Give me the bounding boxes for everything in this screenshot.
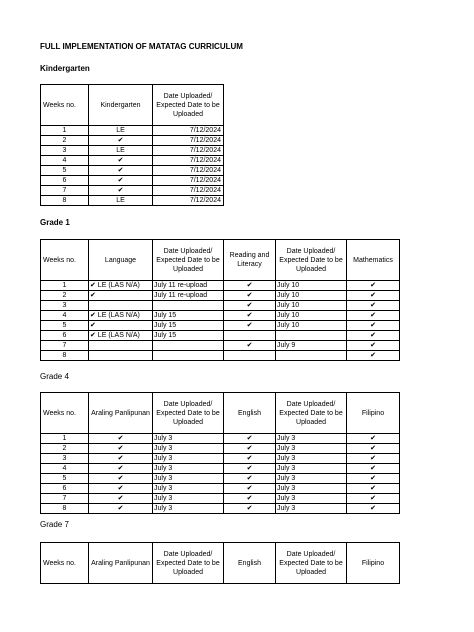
table-header-row: [41, 85, 224, 126]
table-cell: ✔: [224, 301, 276, 311]
week-number-cell: 7: [41, 341, 89, 351]
header-araling-panlipunan: Araling Panlipunan: [89, 393, 153, 434]
table-cell: ✔: [224, 291, 276, 301]
table-cell: ✔: [89, 504, 153, 514]
table-cell: ✔: [89, 291, 153, 301]
table-cell: ✔: [224, 504, 276, 514]
table-cell: ✔: [89, 464, 153, 474]
table-row: [41, 196, 224, 206]
table-cell: ✔: [89, 484, 153, 494]
table-cell: 7/12/2024: [153, 156, 224, 166]
grade4-table: [40, 392, 400, 514]
table-cell: ✔ LE (LAS N/A): [89, 331, 153, 341]
table-cell: ✔: [347, 454, 400, 464]
table-row: [41, 186, 224, 196]
header-date-uploaded-2: Date Uploaded/ Expected Date to be Uploaded: [276, 543, 347, 584]
table-cell: 7/12/2024: [153, 126, 224, 136]
table-cell: ✔: [89, 434, 153, 444]
week-number-cell: 8: [41, 196, 89, 206]
table-cell: ✔: [224, 311, 276, 321]
grade7-table: [40, 542, 400, 584]
table-cell: ✔: [347, 464, 400, 474]
table-cell: July 3: [153, 494, 224, 504]
table-cell: ✔: [347, 504, 400, 514]
table-cell: [89, 341, 153, 351]
document-title: FULL IMPLEMENTATION OF MATATAG CURRICULUM: [40, 42, 243, 51]
table-row: [41, 444, 400, 454]
table-row: [41, 281, 400, 291]
week-number-cell: 8: [41, 504, 89, 514]
table-row: [41, 341, 400, 351]
header-language: Language: [89, 240, 153, 281]
week-number-cell: 6: [41, 176, 89, 186]
table-cell: July 10: [276, 311, 347, 321]
table-header-row: [41, 240, 400, 281]
table-cell: July 3: [153, 454, 224, 464]
table-cell: July 10: [276, 281, 347, 291]
week-number-cell: 7: [41, 494, 89, 504]
week-number-cell: 3: [41, 146, 89, 156]
table-cell: [224, 331, 276, 341]
grade4-heading: Grade 4: [40, 372, 69, 381]
table-cell: 7/12/2024: [153, 166, 224, 176]
header-date-uploaded: Date Uploaded/ Expected Date to be Uploaded: [153, 240, 224, 281]
table-cell: ✔: [347, 494, 400, 504]
table-cell: ✔: [347, 321, 400, 331]
header-english: English: [224, 393, 276, 434]
week-number-cell: 2: [41, 444, 89, 454]
table-cell: ✔: [224, 434, 276, 444]
table-cell: ✔: [347, 434, 400, 444]
table-cell: ✔: [224, 464, 276, 474]
table-cell: July 3: [276, 444, 347, 454]
table-cell: July 15: [153, 311, 224, 321]
table-row: [41, 351, 400, 361]
header-filipino: Filipino: [347, 393, 400, 434]
table-cell: [224, 351, 276, 361]
table-cell: July 3: [153, 504, 224, 514]
week-number-cell: 2: [41, 291, 89, 301]
table-cell: [153, 341, 224, 351]
table-row: [41, 454, 400, 464]
table-cell: July 3: [153, 444, 224, 454]
grade1-table: [40, 239, 400, 361]
header-kindergarten: Kindergarten: [89, 85, 153, 126]
week-number-cell: 1: [41, 281, 89, 291]
table-cell: July 15: [153, 331, 224, 341]
week-number-cell: 2: [41, 136, 89, 146]
header-weeks: Weeks no.: [41, 543, 89, 584]
table-cell: ✔ LE (LAS N/A): [89, 281, 153, 291]
table-header-row: [41, 393, 400, 434]
week-number-cell: 4: [41, 464, 89, 474]
week-number-cell: 8: [41, 351, 89, 361]
table-cell: LE: [89, 196, 153, 206]
week-number-cell: 4: [41, 156, 89, 166]
table-cell: ✔: [224, 341, 276, 351]
table-cell: July 9: [276, 341, 347, 351]
table-cell: ✔: [89, 444, 153, 454]
week-number-cell: 6: [41, 331, 89, 341]
header-weeks: Weeks no.: [41, 240, 89, 281]
table-row: [41, 484, 400, 494]
header-weeks: Weeks no.: [41, 393, 89, 434]
table-cell: July 3: [153, 434, 224, 444]
table-cell: ✔: [347, 301, 400, 311]
week-number-cell: 5: [41, 321, 89, 331]
week-number-cell: 3: [41, 301, 89, 311]
table-row: [41, 136, 224, 146]
table-cell: [89, 351, 153, 361]
table-cell: July 3: [153, 484, 224, 494]
table-row: [41, 166, 224, 176]
table-cell: 7/12/2024: [153, 186, 224, 196]
table-cell: ✔: [224, 474, 276, 484]
header-date-uploaded: Date Uploaded/ Expected Date to be Uploaded: [153, 393, 224, 434]
table-cell: ✔: [347, 484, 400, 494]
week-number-cell: 3: [41, 454, 89, 464]
table-cell: July 10: [276, 291, 347, 301]
week-number-cell: 5: [41, 166, 89, 176]
table-cell: ✔: [224, 281, 276, 291]
table-cell: ✔: [347, 331, 400, 341]
table-row: [41, 176, 224, 186]
table-cell: [89, 301, 153, 311]
table-cell: ✔: [89, 474, 153, 484]
week-number-cell: 7: [41, 186, 89, 196]
table-cell: 7/12/2024: [153, 146, 224, 156]
table-cell: July 3: [276, 434, 347, 444]
table-cell: July 3: [276, 474, 347, 484]
header-reading-literacy: Reading and Literacy: [224, 240, 276, 281]
table-row: [41, 504, 400, 514]
table-cell: ✔: [89, 176, 153, 186]
table-cell: ✔: [347, 281, 400, 291]
table-cell: [153, 351, 224, 361]
table-cell: July 15: [153, 321, 224, 331]
table-cell: ✔: [224, 454, 276, 464]
table-cell: July 3: [276, 464, 347, 474]
table-cell: LE: [89, 126, 153, 136]
table-row: [41, 321, 400, 331]
table-cell: July 3: [276, 504, 347, 514]
table-row: [41, 146, 224, 156]
table-cell: July 10: [276, 321, 347, 331]
week-number-cell: 1: [41, 126, 89, 136]
table-cell: July 3: [276, 484, 347, 494]
table-cell: 7/12/2024: [153, 136, 224, 146]
table-cell: [153, 301, 224, 311]
week-number-cell: 6: [41, 484, 89, 494]
header-english: English: [224, 543, 276, 584]
table-cell: ✔: [89, 136, 153, 146]
table-cell: July 11 re-upload: [153, 291, 224, 301]
table-row: [41, 331, 400, 341]
table-row: [41, 494, 400, 504]
header-mathematics: Mathematics: [347, 240, 400, 281]
table-row: [41, 311, 400, 321]
header-date-uploaded: Date Uploaded/ Expected Date to be Uploaded: [153, 85, 224, 126]
table-cell: July 10: [276, 301, 347, 311]
table-cell: ✔: [347, 444, 400, 454]
header-araling-panlipunan: Araling Panlipunan: [89, 543, 153, 584]
table-cell: ✔: [347, 351, 400, 361]
table-cell: ✔: [89, 494, 153, 504]
table-cell: ✔ LE (LAS N/A): [89, 311, 153, 321]
week-number-cell: 4: [41, 311, 89, 321]
grade7-heading: Grade 7: [40, 520, 69, 529]
header-date-uploaded: Date Uploaded/ Expected Date to be Uploaded: [153, 543, 224, 584]
header-date-uploaded-2: Date Uploaded/ Expected Date to be Uploaded: [276, 240, 347, 281]
table-row: [41, 301, 400, 311]
table-cell: ✔: [224, 321, 276, 331]
table-cell: July 3: [153, 464, 224, 474]
week-number-cell: 5: [41, 474, 89, 484]
grade1-heading: Grade 1: [40, 218, 70, 227]
table-cell: ✔: [89, 166, 153, 176]
table-cell: July 11 re-upload: [153, 281, 224, 291]
kindergarten-heading: Kindergarten: [40, 64, 90, 73]
week-number-cell: 1: [41, 434, 89, 444]
table-row: [41, 434, 400, 444]
table-cell: July 3: [276, 454, 347, 464]
table-cell: [276, 351, 347, 361]
table-cell: ✔: [89, 321, 153, 331]
table-cell: ✔: [347, 474, 400, 484]
table-cell: ✔: [347, 341, 400, 351]
table-header-row: [41, 543, 400, 584]
table-cell: ✔: [224, 444, 276, 454]
header-filipino: Filipino: [347, 543, 400, 584]
table-cell: 7/12/2024: [153, 196, 224, 206]
kindergarten-table: [40, 84, 224, 206]
table-row: [41, 126, 224, 136]
table-cell: ✔: [347, 311, 400, 321]
table-cell: ✔: [224, 484, 276, 494]
table-row: [41, 474, 400, 484]
table-cell: ✔: [347, 291, 400, 301]
table-cell: ✔: [89, 454, 153, 464]
table-row: [41, 156, 224, 166]
header-weeks: Weeks no.: [41, 85, 89, 126]
table-cell: July 3: [153, 474, 224, 484]
table-row: [41, 291, 400, 301]
table-cell: [276, 331, 347, 341]
table-cell: ✔: [89, 186, 153, 196]
table-cell: 7/12/2024: [153, 176, 224, 186]
header-date-uploaded-2: Date Uploaded/ Expected Date to be Uploaded: [276, 393, 347, 434]
table-cell: LE: [89, 146, 153, 156]
table-row: [41, 464, 400, 474]
table-cell: ✔: [89, 156, 153, 166]
table-cell: ✔: [224, 494, 276, 504]
table-cell: July 3: [276, 494, 347, 504]
